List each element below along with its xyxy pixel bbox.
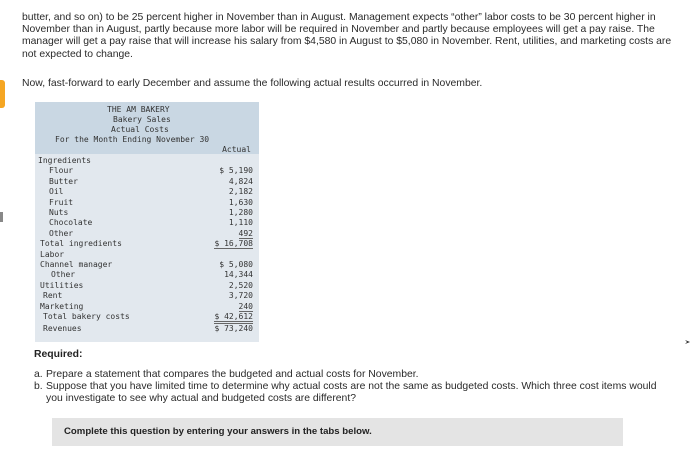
table-row bbox=[35, 229, 259, 239]
row-value: 14,344 bbox=[224, 270, 253, 280]
row-label: Total ingredients bbox=[40, 239, 122, 249]
row-label: Other bbox=[49, 228, 74, 238]
row-label: Revenues bbox=[43, 324, 82, 333]
table-row bbox=[35, 198, 259, 208]
requirement-b-text: Suppose that you have limited time to determine why actual costs are not the same as budgeted costs. Which three cost items would you investigate to see why actual and budgeted costs are different? bbox=[46, 381, 657, 404]
row-label: Rent bbox=[43, 291, 63, 301]
table-row bbox=[35, 177, 259, 187]
table-company: THE AM BAKERY bbox=[107, 105, 170, 114]
row-label: Nuts bbox=[49, 208, 69, 217]
row-label: Ingredients bbox=[38, 156, 91, 165]
table-row bbox=[35, 291, 259, 301]
table-title-2: Actual Costs bbox=[111, 125, 169, 134]
table-row bbox=[35, 208, 259, 218]
row-value: $ 5,080 bbox=[219, 260, 253, 269]
cursor-arrow-icon bbox=[685, 338, 693, 346]
requirement-a bbox=[34, 369, 674, 381]
table-column-header: Actual bbox=[222, 145, 251, 154]
row-value: 492 bbox=[238, 228, 253, 238]
table-row bbox=[35, 218, 259, 228]
required-heading: Required: bbox=[34, 349, 83, 360]
table-period: For the Month Ending November 30 bbox=[55, 135, 210, 144]
row-value: $ 73,240 bbox=[214, 324, 253, 333]
table-row bbox=[35, 166, 259, 176]
row-value: 1,280 bbox=[228, 208, 253, 217]
side-marker bbox=[0, 80, 5, 108]
table-row bbox=[35, 260, 259, 270]
table-row bbox=[35, 187, 259, 197]
row-value: 1,630 bbox=[228, 197, 253, 207]
requirement-b-key: b. bbox=[34, 381, 43, 392]
row-label: Butter bbox=[49, 176, 78, 186]
row-label: Channel manager bbox=[40, 260, 113, 269]
table-body bbox=[35, 154, 259, 342]
instruction-banner: Complete this question by entering your answers in the tabs below. bbox=[52, 418, 623, 446]
row-value: 3,720 bbox=[228, 291, 253, 301]
row-label: Oil bbox=[49, 187, 64, 197]
table-header bbox=[35, 102, 259, 154]
row-value: 240 bbox=[238, 301, 253, 311]
table-row bbox=[35, 302, 259, 312]
row-label: Flour bbox=[49, 166, 74, 176]
requirement-b bbox=[34, 381, 674, 405]
row-value: $ 16,708 bbox=[214, 239, 253, 249]
table-row bbox=[35, 250, 259, 260]
row-label: Fruit bbox=[49, 197, 74, 207]
intro-paragraph: butter, and so on) to be 25 percent higher in November than in August. Management expects “other” labor costs to be 30 percent higher in November than in August, partly because more labor will be required in November and partly because employees will get a pay raise. The manager will get a pay raise that will increase his salary from $4,580 in August to $5,080 in November. Rent, utilities, and marketing costs are not expected to change. bbox=[22, 12, 672, 60]
row-label: Marketing bbox=[40, 301, 84, 311]
row-value: 2,182 bbox=[228, 187, 253, 197]
row-label: Chocolate bbox=[49, 218, 93, 228]
prompt-paragraph: Now, fast-forward to early December and assume the following actual results occurred in November. bbox=[22, 78, 483, 89]
row-value: $ 5,190 bbox=[219, 166, 253, 176]
table-row bbox=[35, 281, 259, 291]
requirement-a-key: a. bbox=[34, 369, 43, 380]
table-row bbox=[35, 239, 259, 249]
row-value: $ 42,612 bbox=[214, 312, 253, 324]
row-label: Labor bbox=[40, 249, 65, 259]
table-title-1: Bakery Sales bbox=[113, 115, 171, 124]
table-row bbox=[35, 156, 259, 166]
table-row bbox=[35, 324, 259, 334]
actual-costs-table bbox=[35, 102, 259, 342]
table-row bbox=[35, 270, 259, 280]
table-row bbox=[35, 312, 259, 322]
row-label: Total bakery costs bbox=[43, 312, 130, 321]
row-value: 1,110 bbox=[228, 218, 253, 228]
row-value: 4,824 bbox=[228, 176, 253, 186]
row-value: 2,520 bbox=[228, 280, 253, 290]
row-label: Utilities bbox=[40, 280, 84, 290]
row-label: Other bbox=[51, 270, 76, 280]
requirement-a-text: Prepare a statement that compares the budgeted and actual costs for November. bbox=[46, 369, 419, 380]
side-tick bbox=[0, 212, 3, 222]
